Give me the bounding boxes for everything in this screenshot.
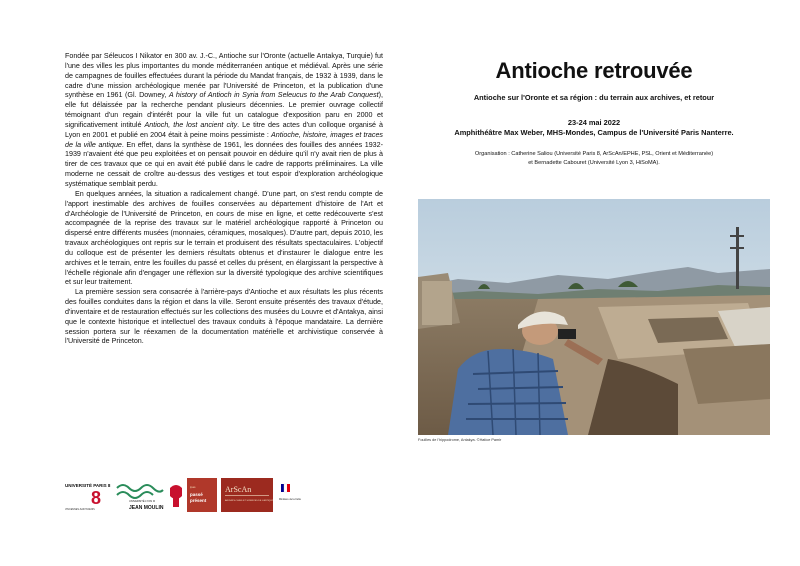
lyon3-logo-subtitle: UNIVERSITÉ LYON III <box>129 500 156 503</box>
lyon3-logo-text: JEAN MOULIN <box>129 505 164 511</box>
body-text <box>65 52 383 347</box>
ministry-logo-text: Ministère de la Culture <box>279 498 301 501</box>
paris8-logo-text: UNIVERSITÉ PARIS 8 <box>65 483 111 488</box>
page-title: Antioche retrouvée <box>495 58 693 83</box>
excavation-photo-illustration <box>418 199 770 435</box>
arscan-logo-text: ArScAn <box>225 485 252 494</box>
paragraph-3: La première session sera consacrée à l'arrière-pays d'Antioche et aux résultats les plus récents des fouilles conduites dans la région et dans la ville. Seront ensuite présentés des travaux d'étude, d'inventaire et de restauration effectués sur les collections des musées du Louvre et d'Antakya, ainsi que le contexte historique et intellectuel des travaux conduits à l'époque mandataire. La dernière session portera sur le réexamen de la documentation matérielle et archivistique conservée à l'Université de Princeton. <box>65 288 383 346</box>
subtitle: Antioche sur l'Oronte et sa région : du terrain aux archives, et retour <box>473 93 715 102</box>
paris8-logo <box>65 480 111 512</box>
event-date: 23-24 mai 2022 <box>567 118 621 127</box>
paragraph-1: Fondée par Séleucos I Nikator en 300 av. J.-C., Antioche sur l'Oronte (actuelle Antakya, Turquie) fut l'une des villes les plus importantes du monde méditerranéen antique et médiéval. Après une série de campagnes de fouilles effectuées durant la période du Mandat français, de 1932 à 1939, dans le cadre d'une mission archéologique menée par l'Université de Princeton, et la publication d'une synthèse en 1961 (Gl. Downey, A history of Antioch in Syria from Seleucus to the Arab Conquest), elle fut délaissée par la recherche pendant plusieurs décennies. Le premier ouvrage collectif témoignant d'un regain d'intérêt pour la ville fut un catalogue d'exposition paru en 2000 et significativement intitulé Antioch, the lost ancient city. Le titre des actes d'un colloque organisé à Lyon en 2001 et publié en 2004 était à peine moins pessimiste : Antioche, histoire, images et traces de la ville antique. En effet, dans la synthèse de 1961, les données des fouilles des années 1932-1939 n'avaient été que peu exploitées et on pensait pouvoir en déduire qu'il n'y avait rien de plus à tirer de ces travaux que ce qui en avait été publié dans le cadre de rapports préliminaires. La ville moderne ne cessait de croître au-dessus des vestiges et tout espoir d'exploration archéologique systématique semblait perdu. <box>65 52 383 188</box>
event-venue: Amphithéâtre Max Weber, MHS-Mondes, Campus de l'Université Paris Nanterre. <box>454 128 734 137</box>
photo-caption: Fouilles de l'hippodrome, Antakya. ©Hatice Pamir <box>418 438 502 442</box>
partner-logos <box>65 478 305 514</box>
paris8-logo-numeral: 8 <box>91 488 102 508</box>
excavation-photo <box>418 199 770 435</box>
university-emblem-logo <box>167 482 185 510</box>
lyon3-logo <box>115 480 165 512</box>
organisation: Organisation : Catherine Saliou (Université Paris 8, ArScAn/EPHE, PSL, Orient et Méditerranée) et Bernadette Cabouret (Université Lyon 3, HiSoMA). <box>474 151 714 166</box>
passe-present-logo-line2: passé <box>190 492 203 497</box>
passe-present-logo <box>187 478 217 512</box>
paris8-logo-subtitle: VINCENNES-SAINT-DENIS <box>65 508 95 511</box>
arscan-logo-subtitle: ARCHÉOLOGIES ET SCIENCES DE L'ANTIQUITÉ <box>225 500 273 502</box>
arscan-logo <box>221 478 273 512</box>
ministry-logo <box>277 480 301 512</box>
paragraph-2: En quelques années, la situation a radicalement changé. D'une part, on s'est rendu compte de l'apport inestimable des archives de fouilles conservées au département d'histoire de l'Art et d'Archéologie de l'Université de Princeton, en cours de mise en ligne, et cette redécouverte s'est accompagnée de la reprise des travaux sur le matériel archéologique rapporté à Princeton ou dispersé entre différents musées (monnaies, céramiques, mosaïques). D'autre part, depuis 2010, les travaux archéologiques ont repris sur le terrain et produisent des résultats spectaculaires. L'objectif du colloque est de présenter les derniers résultats obtenus et d'instaurer le dialogue entre les archives et le terrain, entre les fouilles du passé et celles du présent, en élargissant la perspective à l'échelle régionale afin d'engager une réflexion sur la diversité typologique des archive scientifiques et sur leur traitement. <box>65 189 383 287</box>
passe-present-logo-line3: présent <box>190 498 207 503</box>
event-header <box>418 58 770 167</box>
passe-present-logo-line1: ipas <box>190 485 196 489</box>
